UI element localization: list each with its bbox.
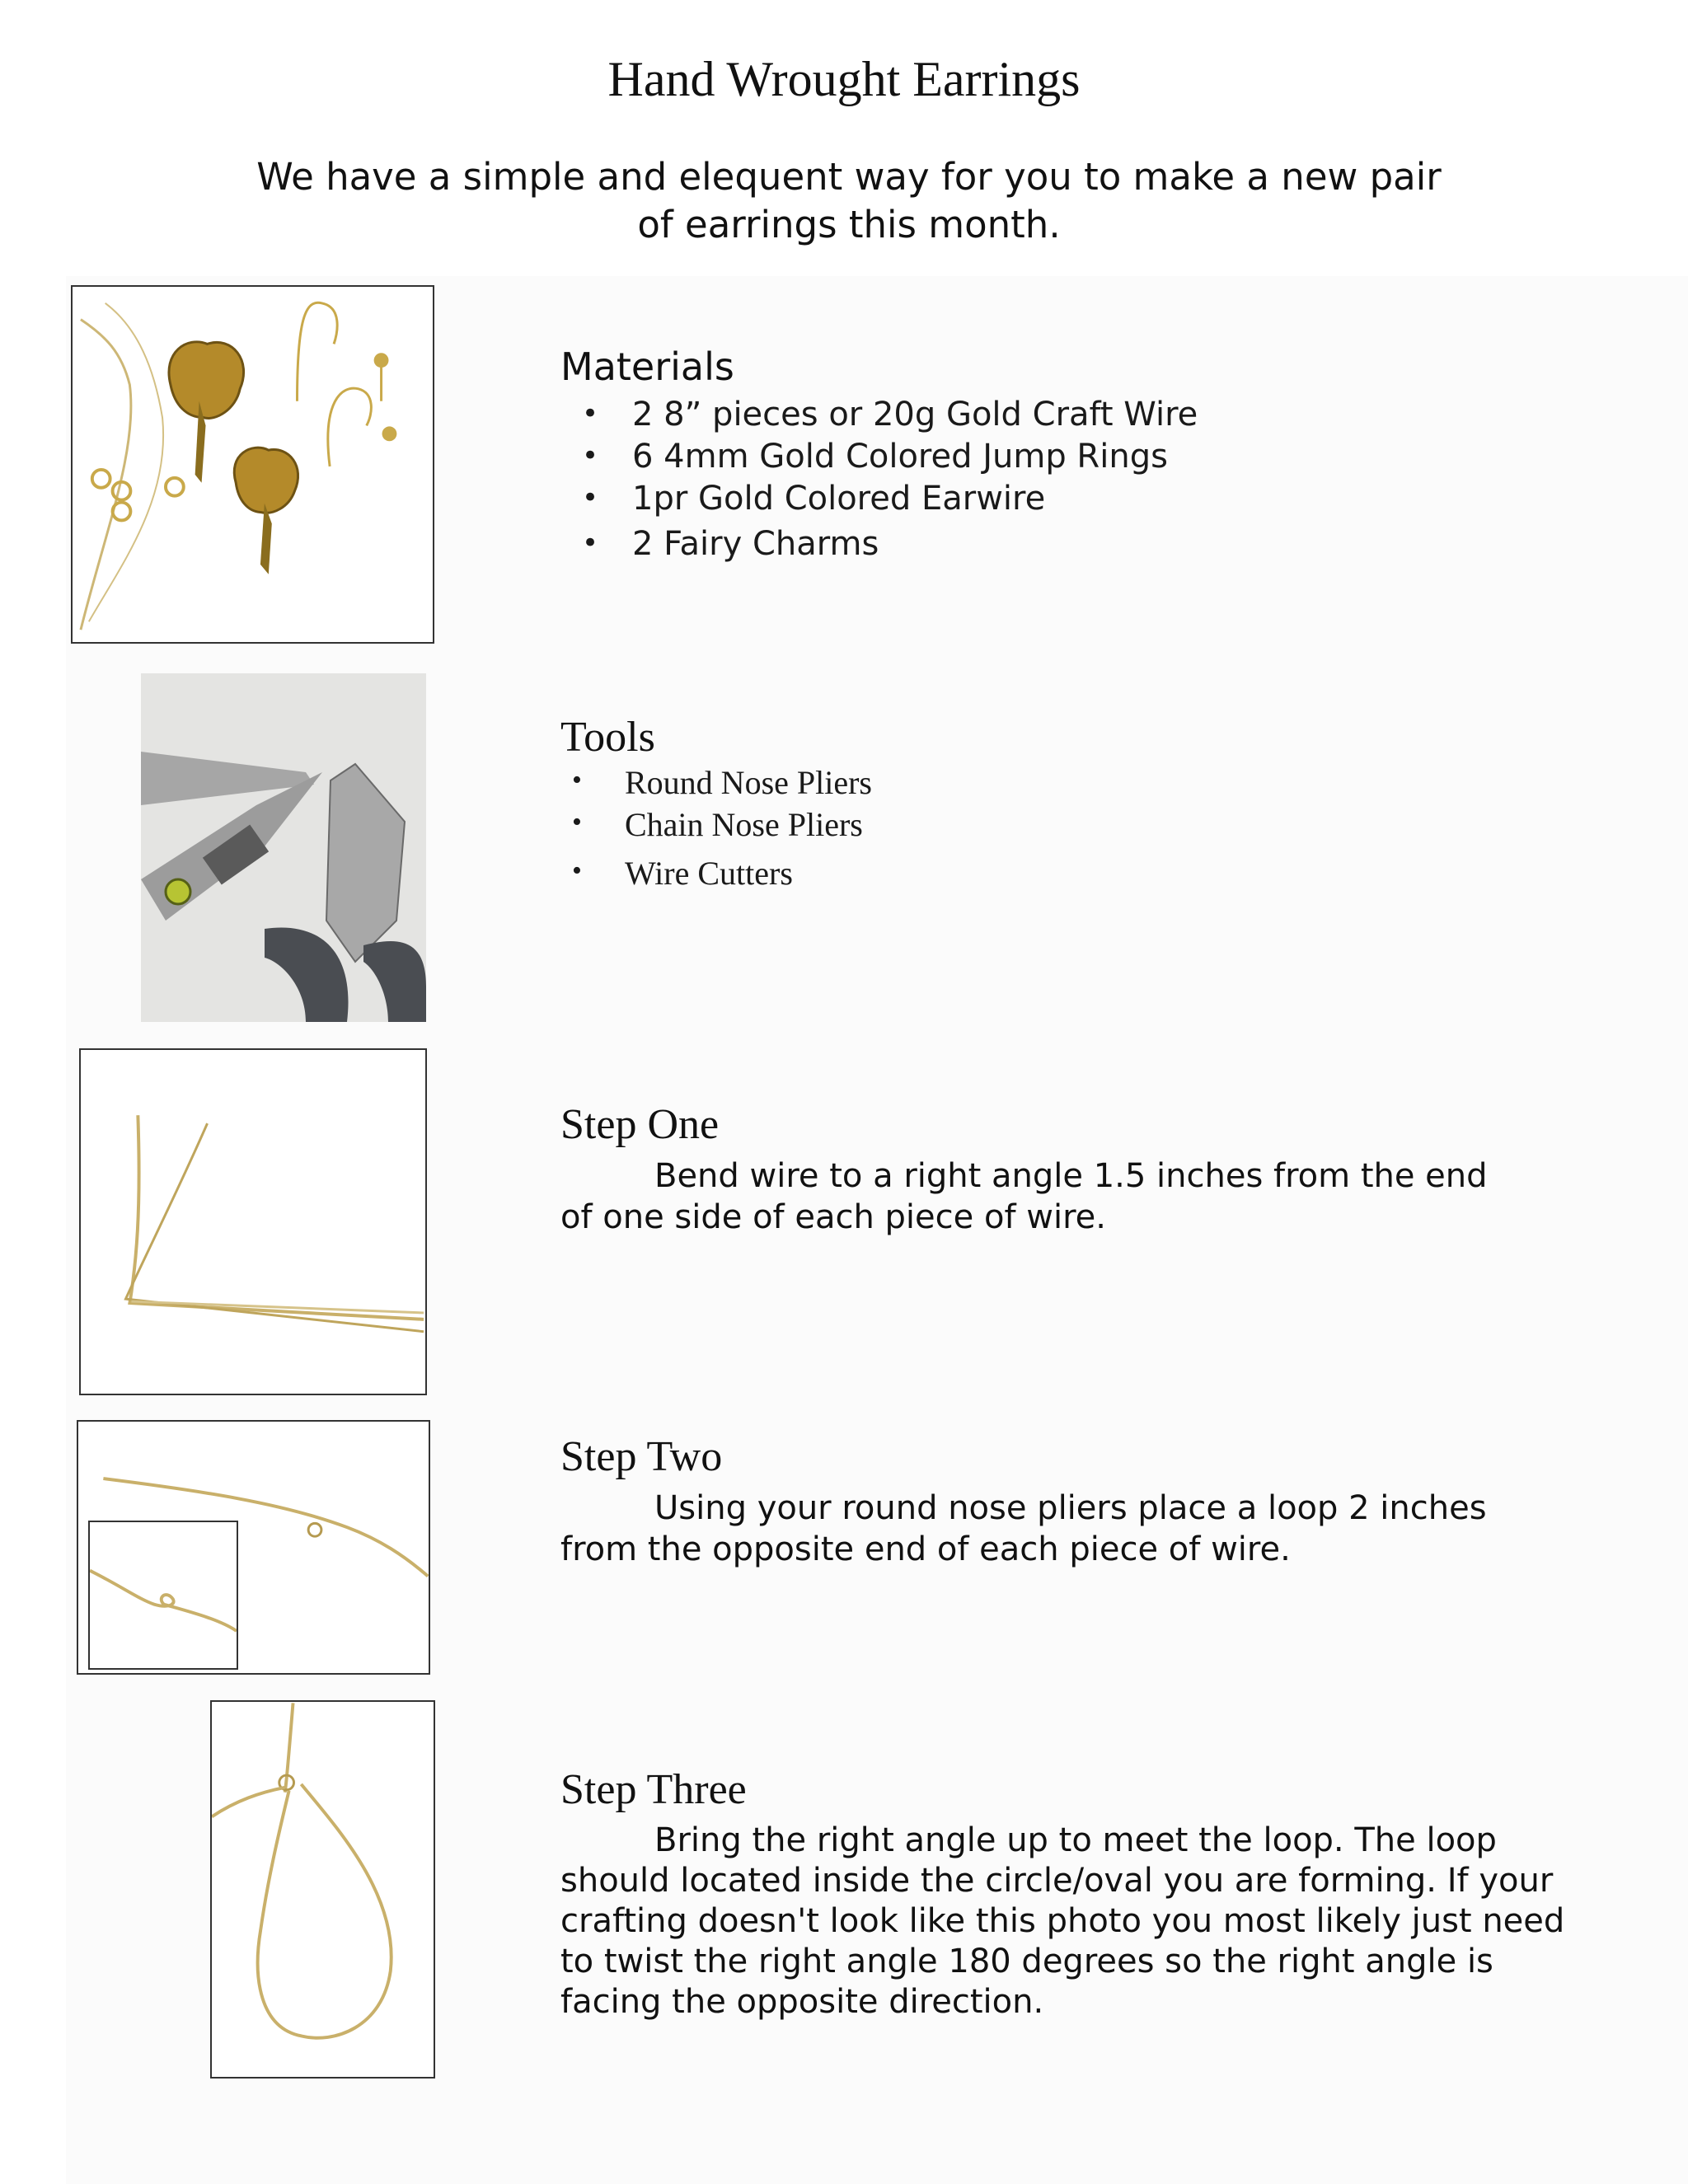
list-item: • 2 8” pieces or 20g Gold Craft Wire [560, 396, 1198, 438]
tools-list [560, 763, 872, 896]
intro-text: We have a simple and elequent way for you to make a new pair of earrings this month. [256, 155, 1442, 246]
list-item: • 6 4mm Gold Colored Jump Rings [560, 438, 1198, 480]
step-two-heading: Step Two [560, 1433, 723, 1480]
tools-section [560, 713, 872, 896]
step-two-section [560, 1432, 1517, 1570]
step-three-section [560, 1765, 1578, 2022]
materials-heading: Materials [560, 344, 734, 389]
list-item: • Chain Nose Pliers [560, 805, 872, 847]
list-item: • 1pr Gold Colored Earwire [560, 480, 1198, 522]
page-title: Hand Wrought Earrings [607, 52, 1081, 106]
step-two-photo [77, 1420, 430, 1675]
list-item: • 2 Fairy Charms [560, 525, 1198, 567]
step-one-heading: Step One [560, 1101, 720, 1148]
tools-photo [141, 673, 426, 1022]
list-item: • Wire Cutters [560, 854, 872, 896]
step-one-text: Bend wire to a right angle 1.5 inches from the end of one side of each piece of wire. [560, 1157, 1488, 1236]
materials-section [560, 344, 1198, 567]
list-item: • Round Nose Pliers [560, 763, 872, 805]
step-two-text: Using your round nose pliers place a loop 2 inches from the opposite end of each piece of wire. [560, 1489, 1487, 1568]
step-three-heading: Step Three [560, 1766, 747, 1813]
step-one-section [560, 1100, 1517, 1238]
step-three-photo [210, 1700, 435, 2079]
step-three-text: Bring the right angle up to meet the loop. The loop should located inside the circle/oval you are forming. If your crafting doesn't look like this photo you most likely just need to twist the right angle 180 degrees so the right angle is facing the opposite direction. [560, 1821, 1565, 2021]
materials-list [560, 396, 1198, 567]
step-one-photo [79, 1048, 427, 1395]
step-two-inset-photo [88, 1521, 238, 1670]
materials-photo [71, 285, 434, 644]
tools-heading: Tools [560, 714, 655, 761]
